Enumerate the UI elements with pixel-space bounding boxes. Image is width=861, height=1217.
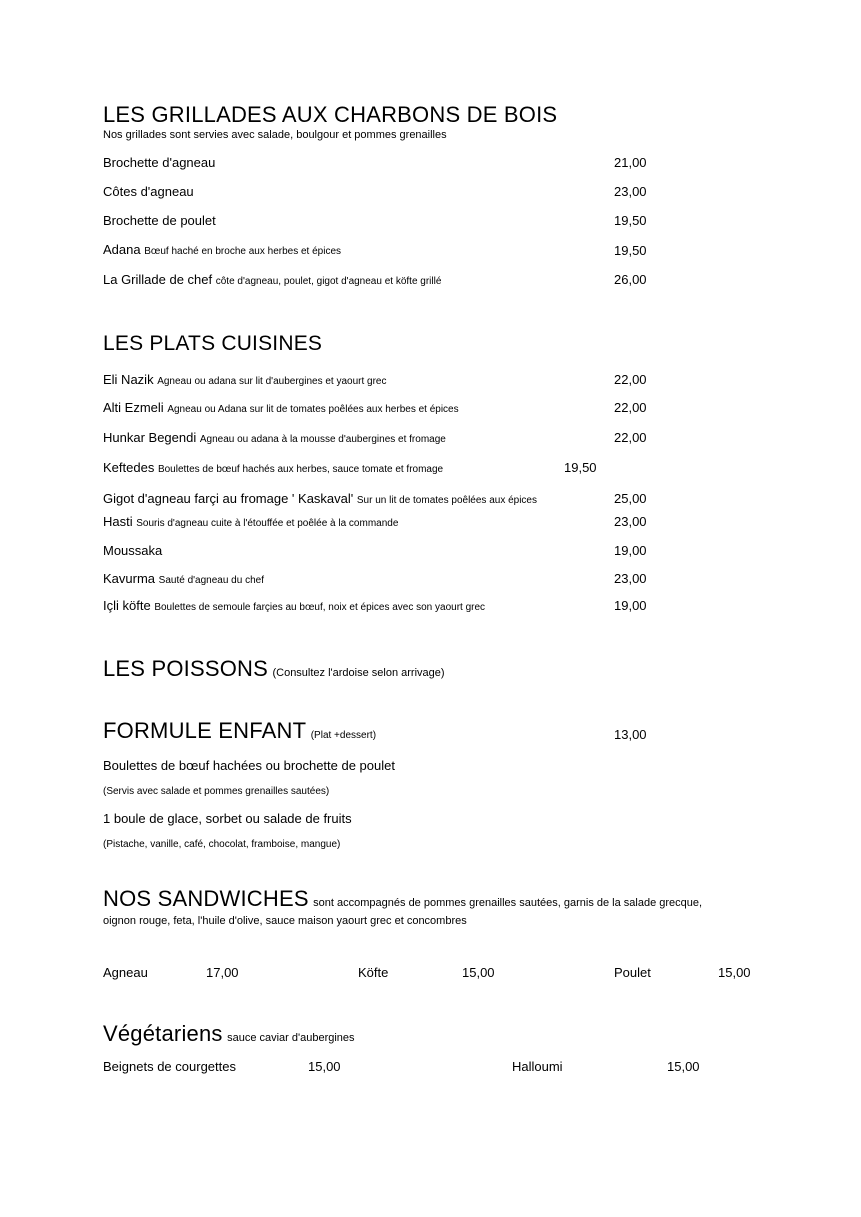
menu-item-price: 19,50 — [614, 213, 647, 228]
menu-item-name — [103, 598, 485, 613]
menu-item-title: Alti Ezmeli — [103, 400, 164, 415]
sandwich-name: Agneau — [103, 965, 148, 980]
menu-item-price: 22,00 — [614, 372, 647, 387]
menu-item-title: Hasti — [103, 514, 133, 529]
sandwich-name: Köfte — [358, 965, 389, 980]
enfant-dessert: 1 boule de glace, sorbet ou salade de fruits — [103, 811, 352, 826]
menu-item-name — [103, 491, 537, 506]
menu-item-description: côte d'agneau, poulet, gigot d'agneau et köfte grillé — [215, 276, 442, 287]
menu-item-title: Hunkar Begendi — [103, 430, 197, 445]
menu-item-price: 23,00 — [614, 184, 647, 199]
sandwich-price: 15,00 — [462, 965, 495, 980]
section-note-vegetariens: sauce caviar d'aubergines — [227, 1032, 355, 1044]
menu-item-description: Agneau ou adana sur lit d'aubergines et yaourt grec — [157, 376, 387, 387]
menu-item-description: Sauté d'agneau du chef — [158, 575, 264, 586]
section-title-poissons: LES POISSONS — [103, 656, 269, 681]
vegetarien-price: 15,00 — [667, 1059, 700, 1074]
section-poissons — [103, 656, 445, 682]
section-title-sandwiches: NOS SANDWICHES — [103, 886, 309, 911]
menu-item-name: Côtes d'agneau — [103, 184, 194, 199]
menu-item-price: 21,00 — [614, 155, 647, 170]
section-title-plats: LES PLATS CUISINES — [103, 332, 323, 355]
menu-item-price: 19,00 — [614, 543, 647, 558]
menu-item-price: 22,00 — [614, 400, 647, 415]
menu-item-description: Agneau ou Adana sur lit de tomates poêlées aux herbes et épices — [167, 404, 459, 415]
section-title-enfant: FORMULE ENFANT — [103, 718, 307, 743]
sandwich-price: 15,00 — [718, 965, 751, 980]
menu-item-title: Kavurma — [103, 571, 156, 586]
menu-item-name — [103, 272, 441, 287]
menu-item-description: Souris d'agneau cuite à l'étouffée et poêlée à la commande — [136, 518, 399, 529]
menu-item-description: Boulettes de bœuf hachés aux herbes, sauce tomate et fromage — [157, 464, 444, 475]
menu-item-price: 26,00 — [614, 272, 647, 287]
menu-item-description: Bœuf haché en broche aux herbes et épices — [144, 246, 342, 257]
menu-item-name — [103, 514, 398, 529]
section-enfant — [103, 718, 376, 744]
menu-item-title: Gigot d'agneau farçi au fromage ' Kaskaval' — [103, 491, 354, 506]
sandwich-name: Poulet — [614, 965, 651, 980]
vegetarien-name: Beignets de courgettes — [103, 1059, 236, 1074]
section-note-enfant: (Plat +dessert) — [310, 730, 377, 741]
menu-item-price: 23,00 — [614, 571, 647, 586]
menu-item-name — [103, 372, 387, 387]
section-note-poissons: (Consultez l'ardoise selon arrivage) — [272, 667, 445, 679]
section-sandwiches — [103, 886, 702, 912]
menu-item-name: Brochette d'agneau — [103, 155, 216, 170]
section-desc-sandwiches: sont accompagnés de pommes grenailles sautées, garnis de la salade grecque, — [313, 897, 703, 909]
menu-item-name — [103, 460, 443, 475]
menu-item-description: Sur un lit de tomates poêlées aux épices — [356, 495, 537, 506]
menu-item-price: 19,00 — [614, 598, 647, 613]
enfant-plat-note: (Servis avec salade et pommes grenailles sautées) — [103, 786, 330, 797]
menu-item-name: Brochette de poulet — [103, 213, 216, 228]
section-title-vegetariens: Végétariens — [103, 1021, 223, 1046]
menu-item-name — [103, 430, 446, 445]
menu-item-price: 23,00 — [614, 514, 647, 529]
section-desc-sandwiches-line2: oignon rouge, feta, l'huile d'olive, sauce maison yaourt grec et concombres — [103, 915, 467, 927]
menu-item-description: Agneau ou adana à la mousse d'aubergines et fromage — [199, 434, 446, 445]
menu-item-price: 25,00 — [614, 491, 647, 506]
menu-item-name: Moussaka — [103, 543, 163, 558]
enfant-plat: Boulettes de bœuf hachées ou brochette de poulet — [103, 758, 395, 773]
menu-item-description: Boulettes de semoule farçies au bœuf, noix et épices avec son yaourt grec — [154, 602, 486, 613]
enfant-dessert-note: (Pistache, vanille, café, chocolat, framboise, mangue) — [103, 839, 341, 850]
sandwich-price: 17,00 — [206, 965, 239, 980]
section-subtitle-grillades: Nos grillades sont servies avec salade, boulgour et pommes grenailles — [103, 129, 447, 141]
menu-item-title: Adana — [103, 242, 141, 257]
menu-item-title: Keftedes — [103, 460, 155, 475]
menu-item-price: 19,50 — [564, 460, 597, 475]
menu-item-price: 22,00 — [614, 430, 647, 445]
menu-item-title: Içli köfte — [103, 598, 151, 613]
menu-item-name — [103, 242, 341, 257]
menu-item-name — [103, 571, 264, 586]
section-title-grillades: LES GRILLADES AUX CHARBONS DE BOIS — [103, 102, 558, 127]
section-vegetariens — [103, 1021, 355, 1047]
vegetarien-price: 15,00 — [308, 1059, 341, 1074]
menu-item-name — [103, 400, 459, 415]
menu-item-price: 19,50 — [614, 243, 647, 258]
menu-item-price: 13,00 — [614, 727, 647, 742]
vegetarien-name: Halloumi — [512, 1059, 563, 1074]
menu-item-title: La Grillade de chef — [103, 272, 213, 287]
menu-item-title: Eli Nazik — [103, 372, 154, 387]
